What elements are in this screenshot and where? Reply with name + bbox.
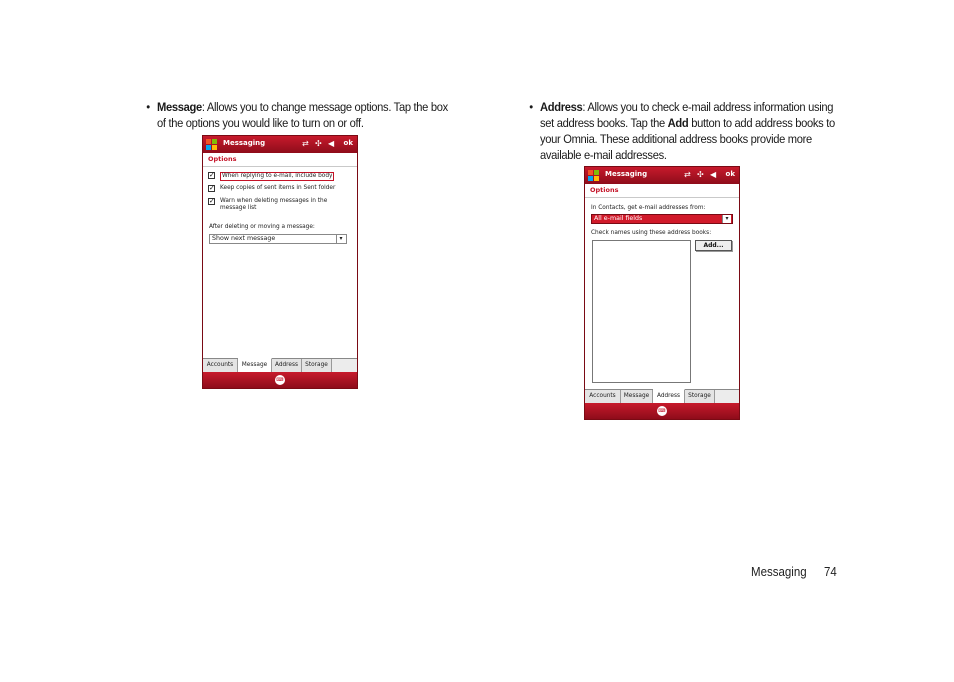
title-bar xyxy=(203,136,357,153)
signal-icon[interactable]: ✣ xyxy=(315,139,322,148)
term-message: Message xyxy=(157,100,202,114)
tab-bar xyxy=(585,389,739,404)
tab-bar xyxy=(203,358,357,373)
volume-icon[interactable]: ◀ xyxy=(328,139,335,148)
bullet: • xyxy=(529,100,533,114)
tab-accounts[interactable]: Accounts xyxy=(585,390,621,404)
app-title: Messaging xyxy=(605,170,648,178)
tab-address[interactable]: Address xyxy=(653,389,685,404)
after-delete-label: After deleting or moving a message: xyxy=(209,224,315,230)
footer-section: Messaging xyxy=(751,565,807,579)
tab-accounts[interactable]: Accounts xyxy=(203,359,238,373)
keyboard-icon[interactable]: ⌨ xyxy=(276,377,284,383)
bullet: • xyxy=(146,100,150,114)
warn-delete-label: Warn when deleting messages in the xyxy=(220,198,328,204)
term-address: Address xyxy=(540,100,583,114)
warn-delete-label-line2: message list xyxy=(220,205,257,211)
chevron-down-icon[interactable]: ▾ xyxy=(722,215,731,223)
address-description-text-2: button to add address books to your Omnia. These additional address books provide more available e-mail addresses. xyxy=(540,116,835,162)
after-delete-value: Show next message xyxy=(212,235,276,242)
bottom-bar xyxy=(585,403,739,419)
include-body-label: When replying to e-mail, include body xyxy=(222,173,333,179)
address-books-list[interactable] xyxy=(592,240,691,383)
address-description xyxy=(529,99,837,163)
volume-icon[interactable]: ◀ xyxy=(710,170,717,179)
tab-storage[interactable]: Storage xyxy=(685,390,715,404)
page-number: 74 xyxy=(824,565,837,579)
tab-message[interactable]: Message xyxy=(621,390,653,404)
options-header xyxy=(203,153,357,167)
keep-copies-label: Keep copies of sent items in Sent folder xyxy=(220,185,336,191)
after-delete-dropdown[interactable] xyxy=(209,234,347,244)
title-bar xyxy=(585,167,739,184)
options-title: Options xyxy=(208,155,237,163)
options-header xyxy=(585,184,739,198)
message-description xyxy=(146,99,454,131)
address-options-screen xyxy=(584,166,740,420)
chevron-down-icon[interactable]: ▾ xyxy=(336,235,345,243)
keyboard-icon[interactable]: ⌨ xyxy=(658,408,666,414)
ok-button[interactable]: ok xyxy=(343,139,353,147)
address-description-text-1: : Allows you to check e-mail address information using set address books. Tap the xyxy=(540,100,834,130)
windows-start-icon[interactable] xyxy=(206,139,217,150)
options-title: Options xyxy=(590,186,619,194)
contacts-source-label: In Contacts, get e-mail addresses from: xyxy=(591,205,706,211)
signal-icon[interactable]: ✣ xyxy=(697,170,704,179)
ok-button[interactable]: ok xyxy=(725,170,735,178)
add-address-book-button[interactable]: Add... xyxy=(695,240,732,251)
tab-message[interactable]: Message xyxy=(238,358,272,373)
app-title: Messaging xyxy=(223,139,266,147)
bottom-bar xyxy=(203,372,357,388)
connectivity-icon[interactable]: ⇄ xyxy=(684,170,691,179)
include-body-checkbox[interactable]: ✓ xyxy=(209,171,215,179)
message-options-screen xyxy=(202,135,358,389)
windows-start-icon[interactable] xyxy=(588,170,599,181)
term-add: Add xyxy=(667,116,689,130)
contacts-source-dropdown[interactable] xyxy=(591,214,733,224)
check-names-label: Check names using these address books: xyxy=(591,230,712,236)
keep-copies-checkbox[interactable]: ✓ xyxy=(209,184,215,192)
warn-delete-checkbox[interactable]: ✓ xyxy=(209,197,215,205)
tab-address[interactable]: Address xyxy=(272,359,302,373)
connectivity-icon[interactable]: ⇄ xyxy=(302,139,309,148)
tab-storage[interactable]: Storage xyxy=(302,359,332,373)
message-description-text: : Allows you to change message options. Tap the box of the options you would like to turn on or off. xyxy=(157,100,448,130)
contacts-source-value: All e-mail fields xyxy=(594,215,643,222)
